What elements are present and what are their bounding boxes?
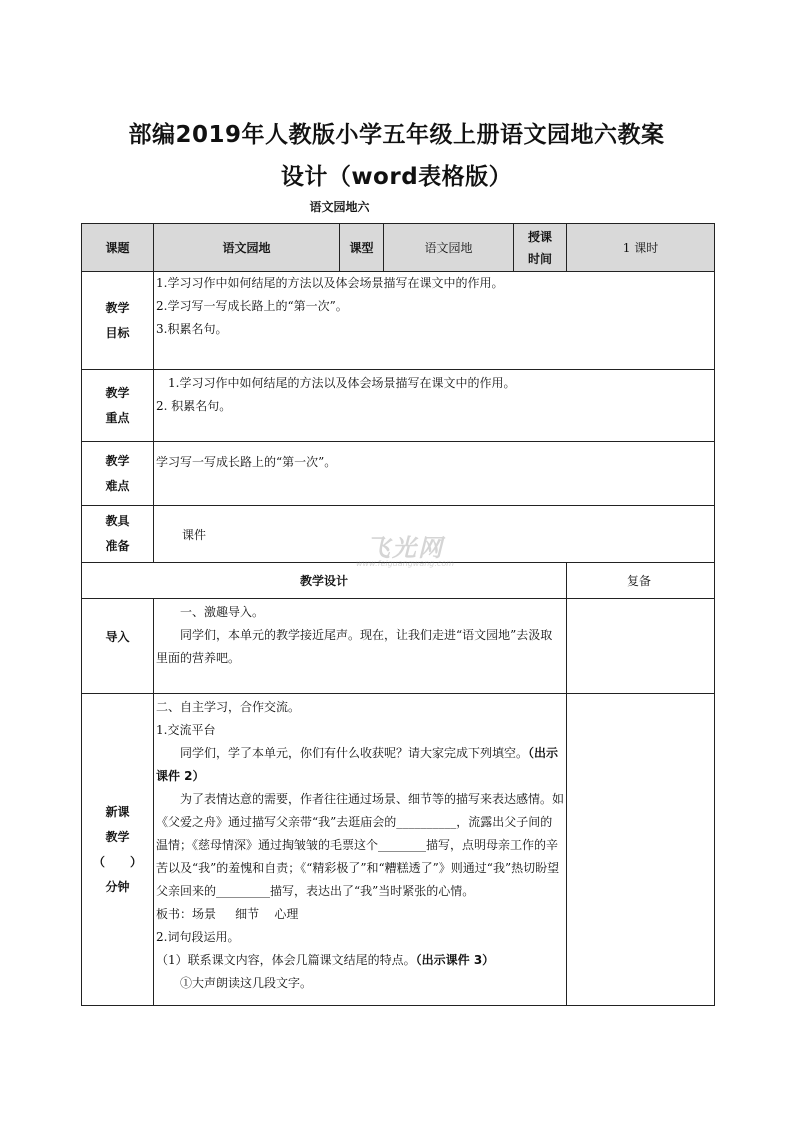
course-label: 课题 xyxy=(82,224,154,272)
task-1 xyxy=(156,949,564,972)
watermark-logo: 飞光网 xyxy=(366,534,444,562)
design-header-label: 教学设计 xyxy=(82,563,567,599)
key-points-row xyxy=(82,370,715,442)
new-lesson-label-line-2: 教学 xyxy=(105,829,130,844)
difficulties-label-line-2: 难点 xyxy=(105,478,130,493)
difficulties-row xyxy=(82,442,715,506)
new-lesson-label-line-3: （ ） xyxy=(92,854,143,869)
exchange-platform-heading: 1.交流平台 xyxy=(156,723,216,737)
watermark-url: www.feiguangwang.com xyxy=(355,559,455,568)
tools-label-line-1: 教具 xyxy=(105,514,130,528)
courseware-3-note: （出示课件 3） xyxy=(415,953,495,967)
task-1-step-1: ①大声朗读这几段文字。 xyxy=(180,976,313,990)
design-header-row xyxy=(82,563,715,599)
difficulty-item: 学习写一写成长路上的“第一次”。 xyxy=(156,455,337,469)
intro-row xyxy=(82,599,715,694)
tools-row xyxy=(82,506,715,563)
word-sentence-heading: 2.词句段运用。 xyxy=(156,930,240,944)
tools-content xyxy=(154,506,715,563)
new-lesson-review-cell xyxy=(567,694,715,1006)
exchange-paragraph xyxy=(156,742,564,788)
course-value: 语文园地 xyxy=(154,224,340,272)
new-lesson-heading: 二、自主学习，合作交流。 xyxy=(156,700,301,714)
courseware-2-note: （出示课件 2） xyxy=(156,746,559,783)
time-label xyxy=(514,224,567,272)
goals-label-line-2: 目标 xyxy=(105,325,130,340)
key-points-label xyxy=(82,370,154,442)
difficulties-label-line-1: 教学 xyxy=(105,453,130,468)
intro-paragraph: 同学们，本单元的教学接近尾声。现在，让我们走进“语文园地”去汲取里面的营养吧。 xyxy=(156,628,553,665)
fill-blank-paragraph: 为了表情达意的需要，作者往往通过场景、细节等的描写来表达感情。如《父爱之舟》通过描写父亲带“我”去逛庙会的__________，流露出父子间的温情；《慈母情深》通过掏皱皱的毛票这个________描写，点明母亲工作的辛苦以及“我”的羞愧和自责；《“精彩极了”和“糟糕透了”》则通过“我”热切盼望父亲回来的_________描写，表达出了“我”当时紧张的心情。 xyxy=(156,792,565,898)
goals-label xyxy=(82,272,154,370)
tools-label xyxy=(82,506,154,563)
exchange-paragraph-text: 同学们，学了本单元，你们有什么收获呢？请大家完成下列填空。 xyxy=(180,746,529,760)
key-points-label-line-2: 重点 xyxy=(105,410,130,425)
new-lesson-content xyxy=(154,694,567,1006)
intro-heading: 一、激趣导入。 xyxy=(180,605,265,619)
new-lesson-label-line-1: 新课 xyxy=(105,804,130,819)
time-label-line-2: 时间 xyxy=(527,251,552,266)
time-label-line-1: 授课 xyxy=(527,229,552,244)
board-writing: 板书：场景 细节 心理 xyxy=(156,907,299,921)
goal-item: 3.积累名句。 xyxy=(156,322,228,336)
new-lesson-row xyxy=(82,694,715,1006)
key-points-content xyxy=(154,370,715,442)
goal-item: 2.学习写一写成长路上的“第一次”。 xyxy=(156,299,348,313)
key-point-item: 2. 积累名句。 xyxy=(156,399,232,413)
type-label: 课型 xyxy=(340,224,384,272)
review-header-label: 复备 xyxy=(567,563,715,599)
goals-label-line-1: 教学 xyxy=(105,300,130,315)
new-lesson-label xyxy=(82,694,154,1006)
intro-review-cell xyxy=(567,599,715,694)
difficulties-content xyxy=(154,442,715,506)
key-point-item: 1.学习习作中如何结尾的方法以及体会场景描写在课文中的作用。 xyxy=(168,376,516,390)
tools-value: 课件 xyxy=(182,527,207,542)
goals-row xyxy=(82,272,715,370)
document-title-line-1: 部编2019年人教版小学五年级上册语文园地六教案 xyxy=(128,122,665,148)
document-title-line-2: 设计（word表格版） xyxy=(280,164,513,190)
goal-item: 1.学习习作中如何结尾的方法以及体会场景描写在课文中的作用。 xyxy=(156,276,504,290)
type-value: 语文园地 xyxy=(384,224,514,272)
intro-label: 导入 xyxy=(82,599,154,694)
header-row xyxy=(82,224,715,272)
task-1-text: （1）联系课文内容，体会几篇课文结尾的特点。 xyxy=(156,953,416,967)
new-lesson-label-line-4: 分钟 xyxy=(105,879,130,894)
document-subtitle: 语文园地六 xyxy=(309,200,370,214)
lesson-plan-table xyxy=(81,223,715,1006)
intro-content xyxy=(154,599,567,694)
tools-label-line-2: 准备 xyxy=(105,539,130,553)
time-value: 1 课时 xyxy=(567,224,715,272)
goals-content xyxy=(154,272,715,370)
difficulties-label xyxy=(82,442,154,506)
key-points-label-line-1: 教学 xyxy=(105,385,130,400)
